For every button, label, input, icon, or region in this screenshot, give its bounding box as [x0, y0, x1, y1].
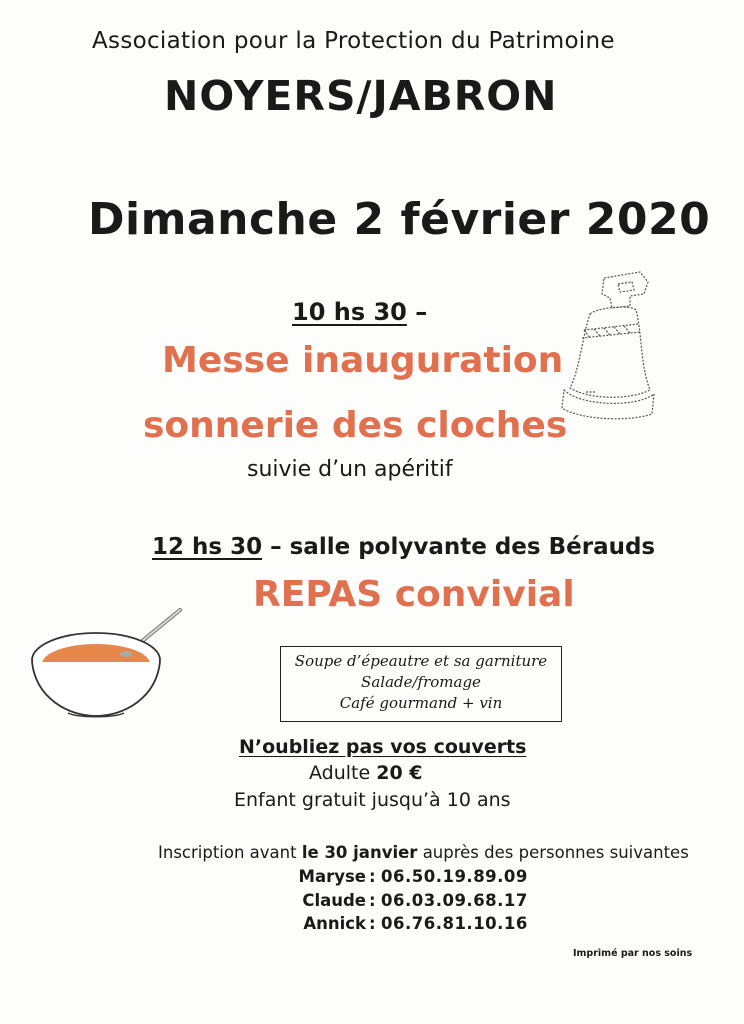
contact-phone: 06.03.09.68.17: [381, 891, 528, 910]
mass-title-line1: Messe inauguration: [162, 340, 564, 381]
menu-item: Café gourmand + vin: [339, 694, 503, 712]
contact-separator: :: [369, 891, 376, 910]
contact-separator: :: [369, 867, 376, 886]
adult-price-line: [309, 762, 423, 784]
printed-note: Imprimé par nos soins: [573, 948, 693, 959]
contact-row: [0, 867, 744, 889]
registration-deadline: le 30 janvier: [301, 843, 418, 862]
contact-separator: :: [369, 914, 376, 933]
mass-title-line2: sonnerie des cloches: [143, 405, 568, 446]
contact-name: Maryse: [298, 867, 366, 886]
menu-item: Soupe d’épeautre et sa garniture: [294, 652, 548, 670]
contact-row: [0, 914, 744, 936]
contact-name: Annick: [303, 914, 366, 933]
menu-box: [280, 646, 562, 722]
morning-dash: –: [415, 298, 428, 326]
registration-line: [158, 843, 689, 862]
menu-item: Salade/fromage: [361, 673, 481, 691]
soup-bowl-icon: [28, 604, 190, 724]
lunch-place: – salle polyvante des Bérauds: [270, 534, 656, 560]
contact-phone: 06.50.19.89.09: [381, 867, 528, 886]
adult-label: Adulte: [309, 762, 371, 784]
contact-name: Claude: [302, 891, 366, 910]
morning-time: [292, 298, 427, 326]
aperitif-note: suivie d’un apéritif: [247, 457, 453, 482]
association-name: Association pour la Protection du Patrimoine: [92, 28, 615, 54]
town-title: NOYERS/JABRON: [164, 72, 558, 120]
contact-phone: 06.76.81.10.16: [381, 914, 528, 933]
child-price-line: Enfant gratuit jusqu’à 10 ans: [234, 789, 511, 811]
meal-title: REPAS convivial: [253, 574, 575, 615]
bell-icon: [560, 268, 656, 424]
lunch-line: [152, 534, 655, 560]
morning-time-value: 10 hs 30: [292, 298, 407, 326]
registration-suffix: auprès des personnes suivantes: [422, 843, 689, 862]
contact-row: [0, 891, 744, 913]
registration-prefix: Inscription avant: [158, 843, 297, 862]
adult-price: 20 €: [376, 762, 423, 784]
lunch-time: 12 hs 30: [152, 534, 263, 560]
event-date: Dimanche 2 février 2020: [88, 194, 711, 245]
cutlery-reminder: N’oubliez pas vos couverts: [239, 736, 527, 758]
